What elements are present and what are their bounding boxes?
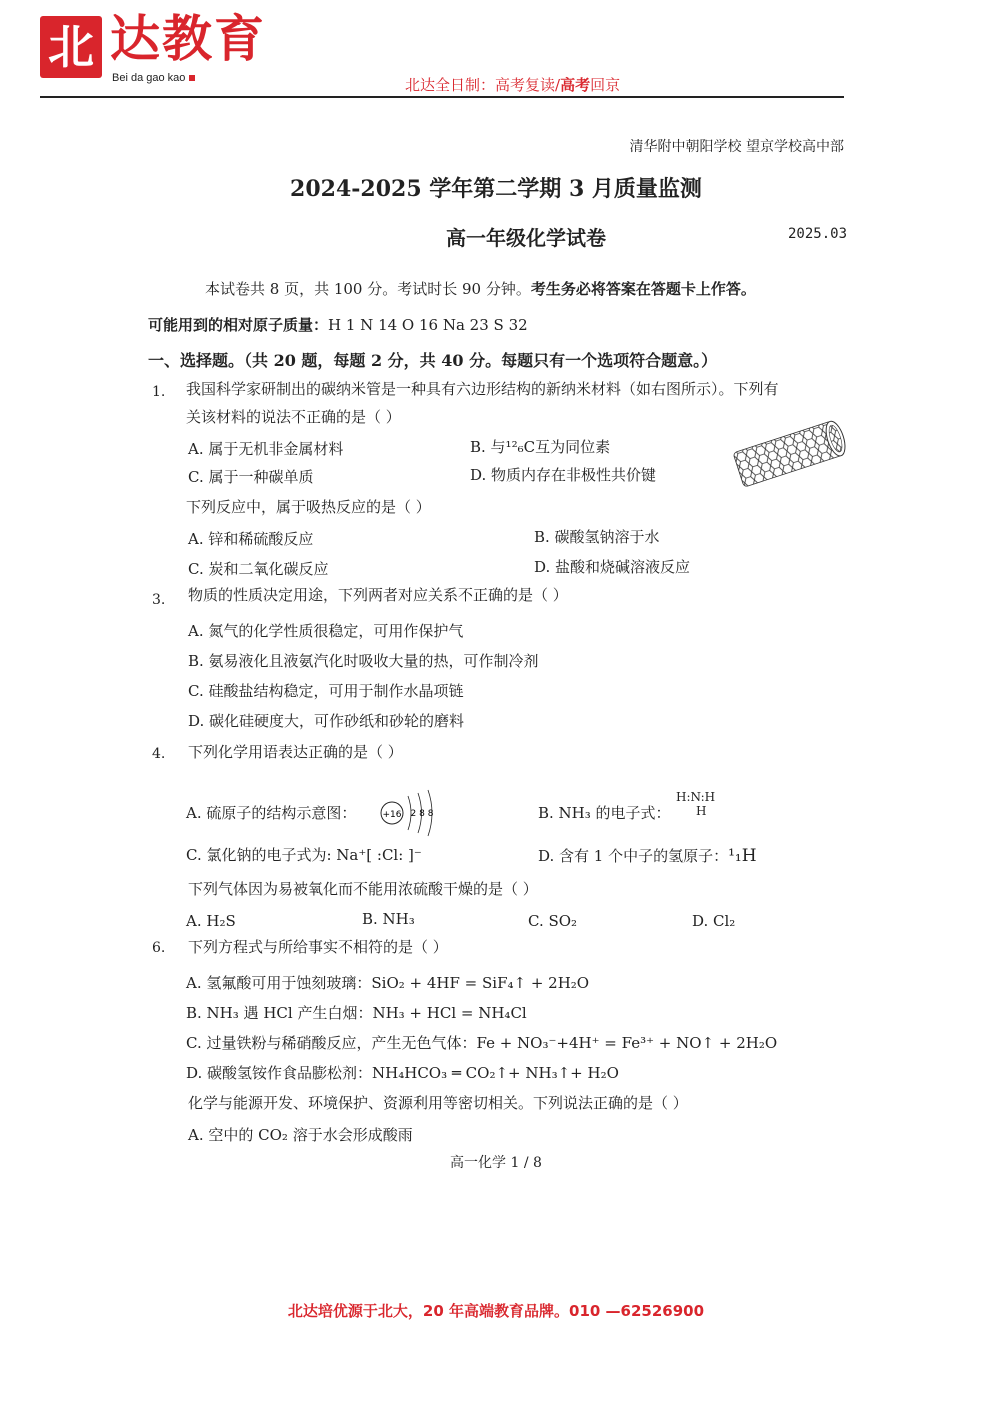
nh3-formula-bottom: H — [696, 804, 707, 819]
q1-option-b: B. 与¹²₆C互为同位素 — [470, 438, 611, 456]
q3-number: 3. — [152, 592, 166, 608]
q4-option-d — [538, 846, 757, 866]
q4-number: 4. — [152, 746, 166, 762]
q2-option-a: A. 锌和稀硫酸反应 — [188, 530, 314, 548]
q2-option-b: B. 碳酸氢钠溶于水 — [534, 528, 660, 546]
exam-subtitle: 高一年级化学试卷 — [446, 226, 606, 250]
logo-name: 达教育 — [110, 9, 266, 68]
exam-date: 2025.03 — [788, 226, 848, 242]
logo-mark: 北 — [40, 16, 102, 78]
slogan-part1: 北达全日制：高考复读/ — [405, 76, 561, 94]
atomic-mass-values: H 1 N 14 O 16 Na 23 S 32 — [328, 316, 528, 334]
q5-option-d: D. Cl₂ — [692, 912, 736, 930]
hydrogen-isotope-symbol: ¹₁H — [728, 846, 757, 866]
slogan-part2: 高考 — [560, 76, 591, 94]
logo-pinyin-text: Bei da gao kao — [112, 72, 186, 84]
q1-option-a: A. 属于无机非金属材料 — [188, 440, 344, 458]
logo-pinyin — [112, 72, 195, 84]
sulfur-atom-diagram — [378, 788, 440, 838]
q6-option-a: A. 氢氟酸可用于蚀刻玻璃：SiO₂ + 4HF = SiF₄↑ + 2H₂O — [186, 974, 590, 992]
q4-option-c: C. 氯化钠的电子式为: Na⁺[ :Cl: ]⁻ — [186, 846, 422, 864]
page-number: 高一化学 1 / 8 — [450, 1155, 542, 1171]
q3-stem: 物质的性质决定用途，下列两者对应关系不正确的是（ ） — [188, 586, 568, 604]
q5-option-a: A. H₂S — [186, 912, 236, 930]
q4-option-b: B. NH₃ 的电子式： — [538, 804, 671, 822]
exam-intro — [205, 280, 756, 298]
footer-advert: 北达培优源于北大，20 年高端教育品牌。010 —62526900 — [287, 1302, 705, 1320]
q3-option-d: D. 碳化硅硬度大，可作砂纸和砂轮的磨料 — [188, 712, 465, 730]
q6-number: 6. — [152, 940, 166, 956]
section-heading: 一、选择题。（共 20 题，每题 2 分，共 40 分。每题只有一个选项符合题意。） — [148, 351, 718, 370]
logo-square-icon — [189, 75, 195, 81]
q6-stem: 下列方程式与所给事实不相符的是（ ） — [188, 938, 448, 956]
q4-option-d-text: D. 含有 1 个中子的氢原子： — [538, 847, 729, 865]
carbon-nanotube-image — [728, 412, 848, 496]
atom-core-label: +16 — [382, 810, 402, 820]
q5-option-b: B. NH₃ — [362, 910, 415, 928]
q2-stem: 下列反应中，属于吸热反应的是（ ） — [186, 498, 431, 516]
header-divider — [40, 96, 844, 98]
q3-option-c: C. 硅酸盐结构稳定，可用于制作水晶项链 — [188, 682, 464, 700]
header-slogan — [405, 74, 620, 95]
intro-bold: 考生务必将答案在答题卡上作答。 — [530, 280, 756, 298]
q6-option-b: B. NH₃ 遇 HCl 产生白烟：NH₃ + HCl = NH₄Cl — [186, 1004, 527, 1022]
exam-title: 2024-2025 学年第二学期 3 月质量监测 — [290, 176, 702, 202]
q6-option-d: D. 碳酸氢铵作食品膨松剂：NH₄HCO₃ ═ CO₂↑+ NH₃↑+ H₂O — [186, 1064, 619, 1082]
nh3-formula-top: H:N:H — [676, 790, 716, 804]
intro-normal: 本试卷共 8 页，共 100 分。考试时长 90 分钟。 — [205, 280, 531, 298]
q7-stem: 化学与能源开发、环境保护、资源利用等密切相关。下列说法正确的是（ ） — [188, 1094, 688, 1112]
q1-option-d: D. 物质内存在非极性共价键 — [470, 466, 657, 484]
q4-stem: 下列化学用语表达正确的是（ ） — [188, 743, 403, 761]
nh3-electron-formula — [676, 790, 715, 819]
atomic-mass-label: 可能用到的相对原子质量： — [148, 316, 329, 334]
q5-option-c: C. SO₂ — [528, 912, 578, 930]
atomic-mass-line — [148, 316, 528, 334]
q1-number: 1. — [152, 384, 166, 400]
q7-option-a: A. 空中的 CO₂ 溶于水会形成酸雨 — [188, 1126, 413, 1144]
q1-option-c: C. 属于一种碳单质 — [188, 468, 314, 486]
q2-option-d: D. 盐酸和烧碱溶液反应 — [534, 558, 691, 576]
school-names: 清华附中朝阳学校 望京学校高中部 — [629, 139, 844, 155]
q4-option-a: A. 硫原子的结构示意图： — [186, 804, 357, 822]
q6-option-c: C. 过量铁粉与稀硝酸反应，产生无色气体：Fe + NO₃⁻+4H⁺ = Fe³⁺ + NO↑ + 2H₂O — [186, 1034, 778, 1052]
q3-option-a: A. 氮气的化学性质很稳定，可用作保护气 — [188, 622, 464, 640]
q5-stem: 下列气体因为易被氧化而不能用浓硫酸干燥的是（ ） — [188, 880, 538, 898]
q2-option-c: C. 炭和二氧化碳反应 — [188, 560, 329, 578]
atom-shells-label: 2 8 8 — [410, 809, 434, 819]
q1-stem-line2: 关该材料的说法不正确的是（ ） — [186, 408, 401, 426]
q3-option-b: B. 氨易液化且液氨汽化时吸收大量的热，可作制冷剂 — [188, 652, 539, 670]
q1-stem-line1: 我国科学家研制出的碳纳米管是一种具有六边形结构的新纳米材料（如右图所示）。下列有 — [186, 380, 779, 398]
slogan-part3: 回京 — [590, 76, 621, 94]
